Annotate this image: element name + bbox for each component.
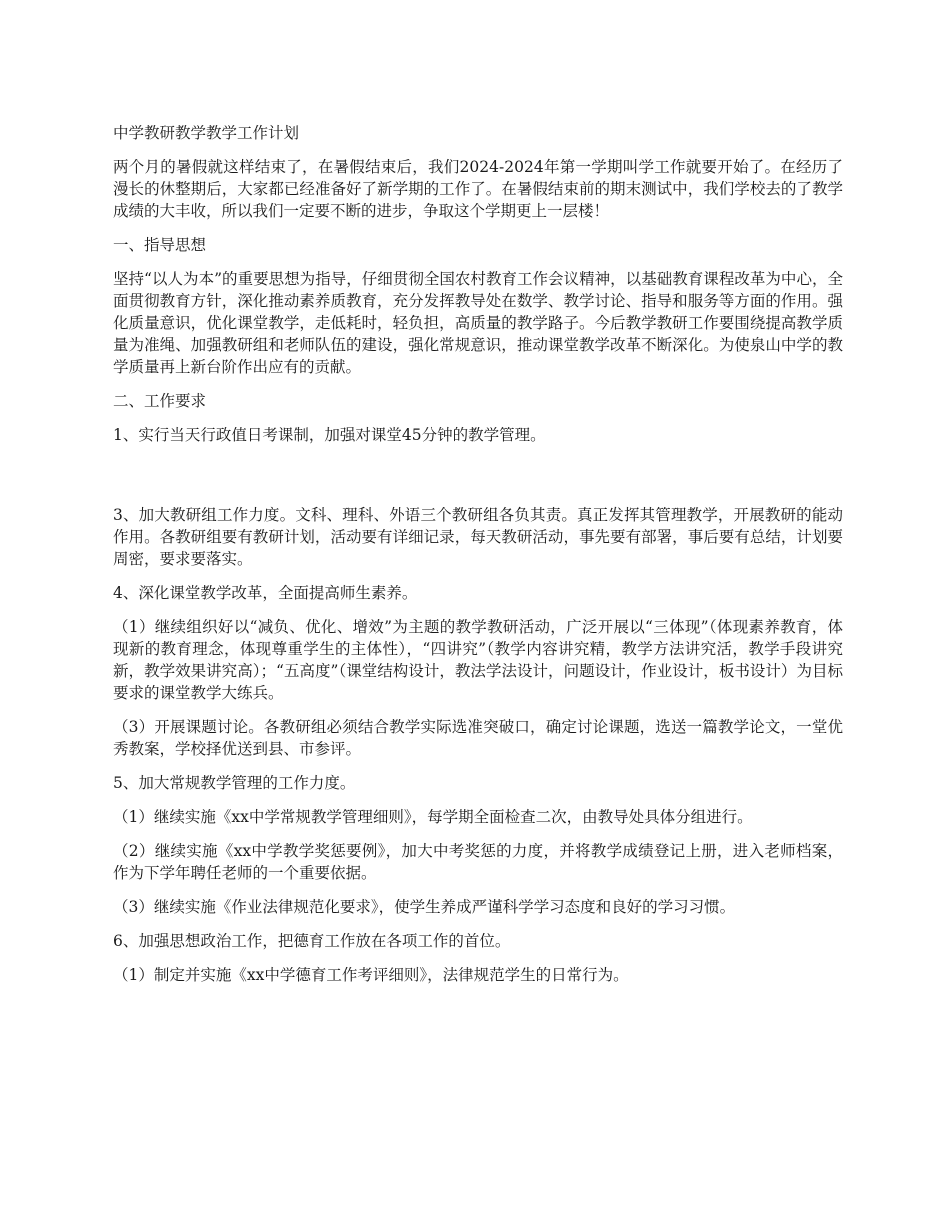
requirement-item-4-sub-3: （3）开展课题讨论。各教研组必须结合教学实际选准突破口，确定讨论课题，选送一篇教学论文，一堂优秀教案，学校择优送到县、市参评。 [113,718,843,758]
intro-paragraph: 两个月的暑假就这样结束了，在暑假结束后，我们2024-2024年第一学期叫学工作就要开始了。在经历了漫长的休整期后，大家都已经准备好了新学期的工作了。在暑假结束前的期末测试中，我们学校去的了教学成绩的大丰收，所以我们一定要不断的进步，争取这个学期更上一层楼！ [113,158,843,220]
requirement-item-1: 1、实行当天行政值日考课制，加强对课堂45分钟的教学管理。 [113,426,546,444]
document-title: 中学教研教学教学工作计划 [113,124,300,142]
requirement-item-5: 5、加大常规教学管理的工作力度。 [113,774,356,792]
requirement-item-6-sub-1: （1）制定并实施《xx中学德育工作考评细则》，法律规范学生的日常行为。 [113,966,629,984]
requirement-item-4-sub-1: （1）继续组织好以“减负、优化、增效”为主题的教学教研活动，广泛开展以“三体现”（体现素养教育，体现新的教育理念，体现尊重学生的主体性），“四讲究”（教学内容讲究精，教学方法讲究活，教学手段讲究新，教学效果讲究高）；“五高度”（课堂结构设计，教法学法设计，问题设计，作业设计，板书设计）为目标要求的课堂教学大练兵。 [113,618,843,702]
requirement-item-5-sub-3: （3）继续实施《作业法律规范化要求》，使学生养成严谨科学学习态度和良好的学习习惯。 [113,898,736,916]
blank-space [113,458,843,504]
requirement-item-4: 4、深化课堂教学改革，全面提高师生素养。 [113,584,418,602]
requirement-item-5-sub-2: （2）继续实施《xx中学教学奖惩要例》，加大中考奖惩的力度，并将教学成绩登记上册，进入老师档案，作为下学年聘任老师的一个重要依据。 [113,842,843,882]
guiding-thought-paragraph: 坚持“以人为本”的重要思想为指导，仔细贯彻全国农村教育工作会议精神，以基础教育课程改革为中心，全面贯彻教育方针，深化推动素养质教育，充分发挥教导处在数学、教学讨论、指导和服务等方面的作用。强化质量意识，优化课堂教学，走低耗时，轻负担，高质量的教学路子。今后教学教研工作要围绕提高教学质量为准绳、加强教研组和老师队伍的建设，强化常规意识，推动课堂教学改革不断深化。为使泉山中学的教学质量再上新台阶作出应有的贡献。 [113,270,843,376]
requirement-item-6: 6、加强思想政治工作，把德育工作放在各项工作的首位。 [113,932,511,950]
section-heading-guiding-thought: 一、指导思想 [113,236,207,254]
document-body [113,122,843,998]
section-heading-work-requirements: 二、工作要求 [113,392,207,410]
requirement-item-5-sub-1: （1）继续实施《xx中学常规教学管理细则》，每学期全面检查二次，由教导处具体分组进行。 [113,808,753,826]
requirement-item-3: 3、加大教研组工作力度。文科、理科、外语三个教研组各负其责。真正发挥其管理教学，开展教研的能动作用。各教研组要有教研计划，活动要有详细记录，每天教研活动，事先要有部署，事后要有总结，计划要周密，要求要落实。 [113,506,843,568]
